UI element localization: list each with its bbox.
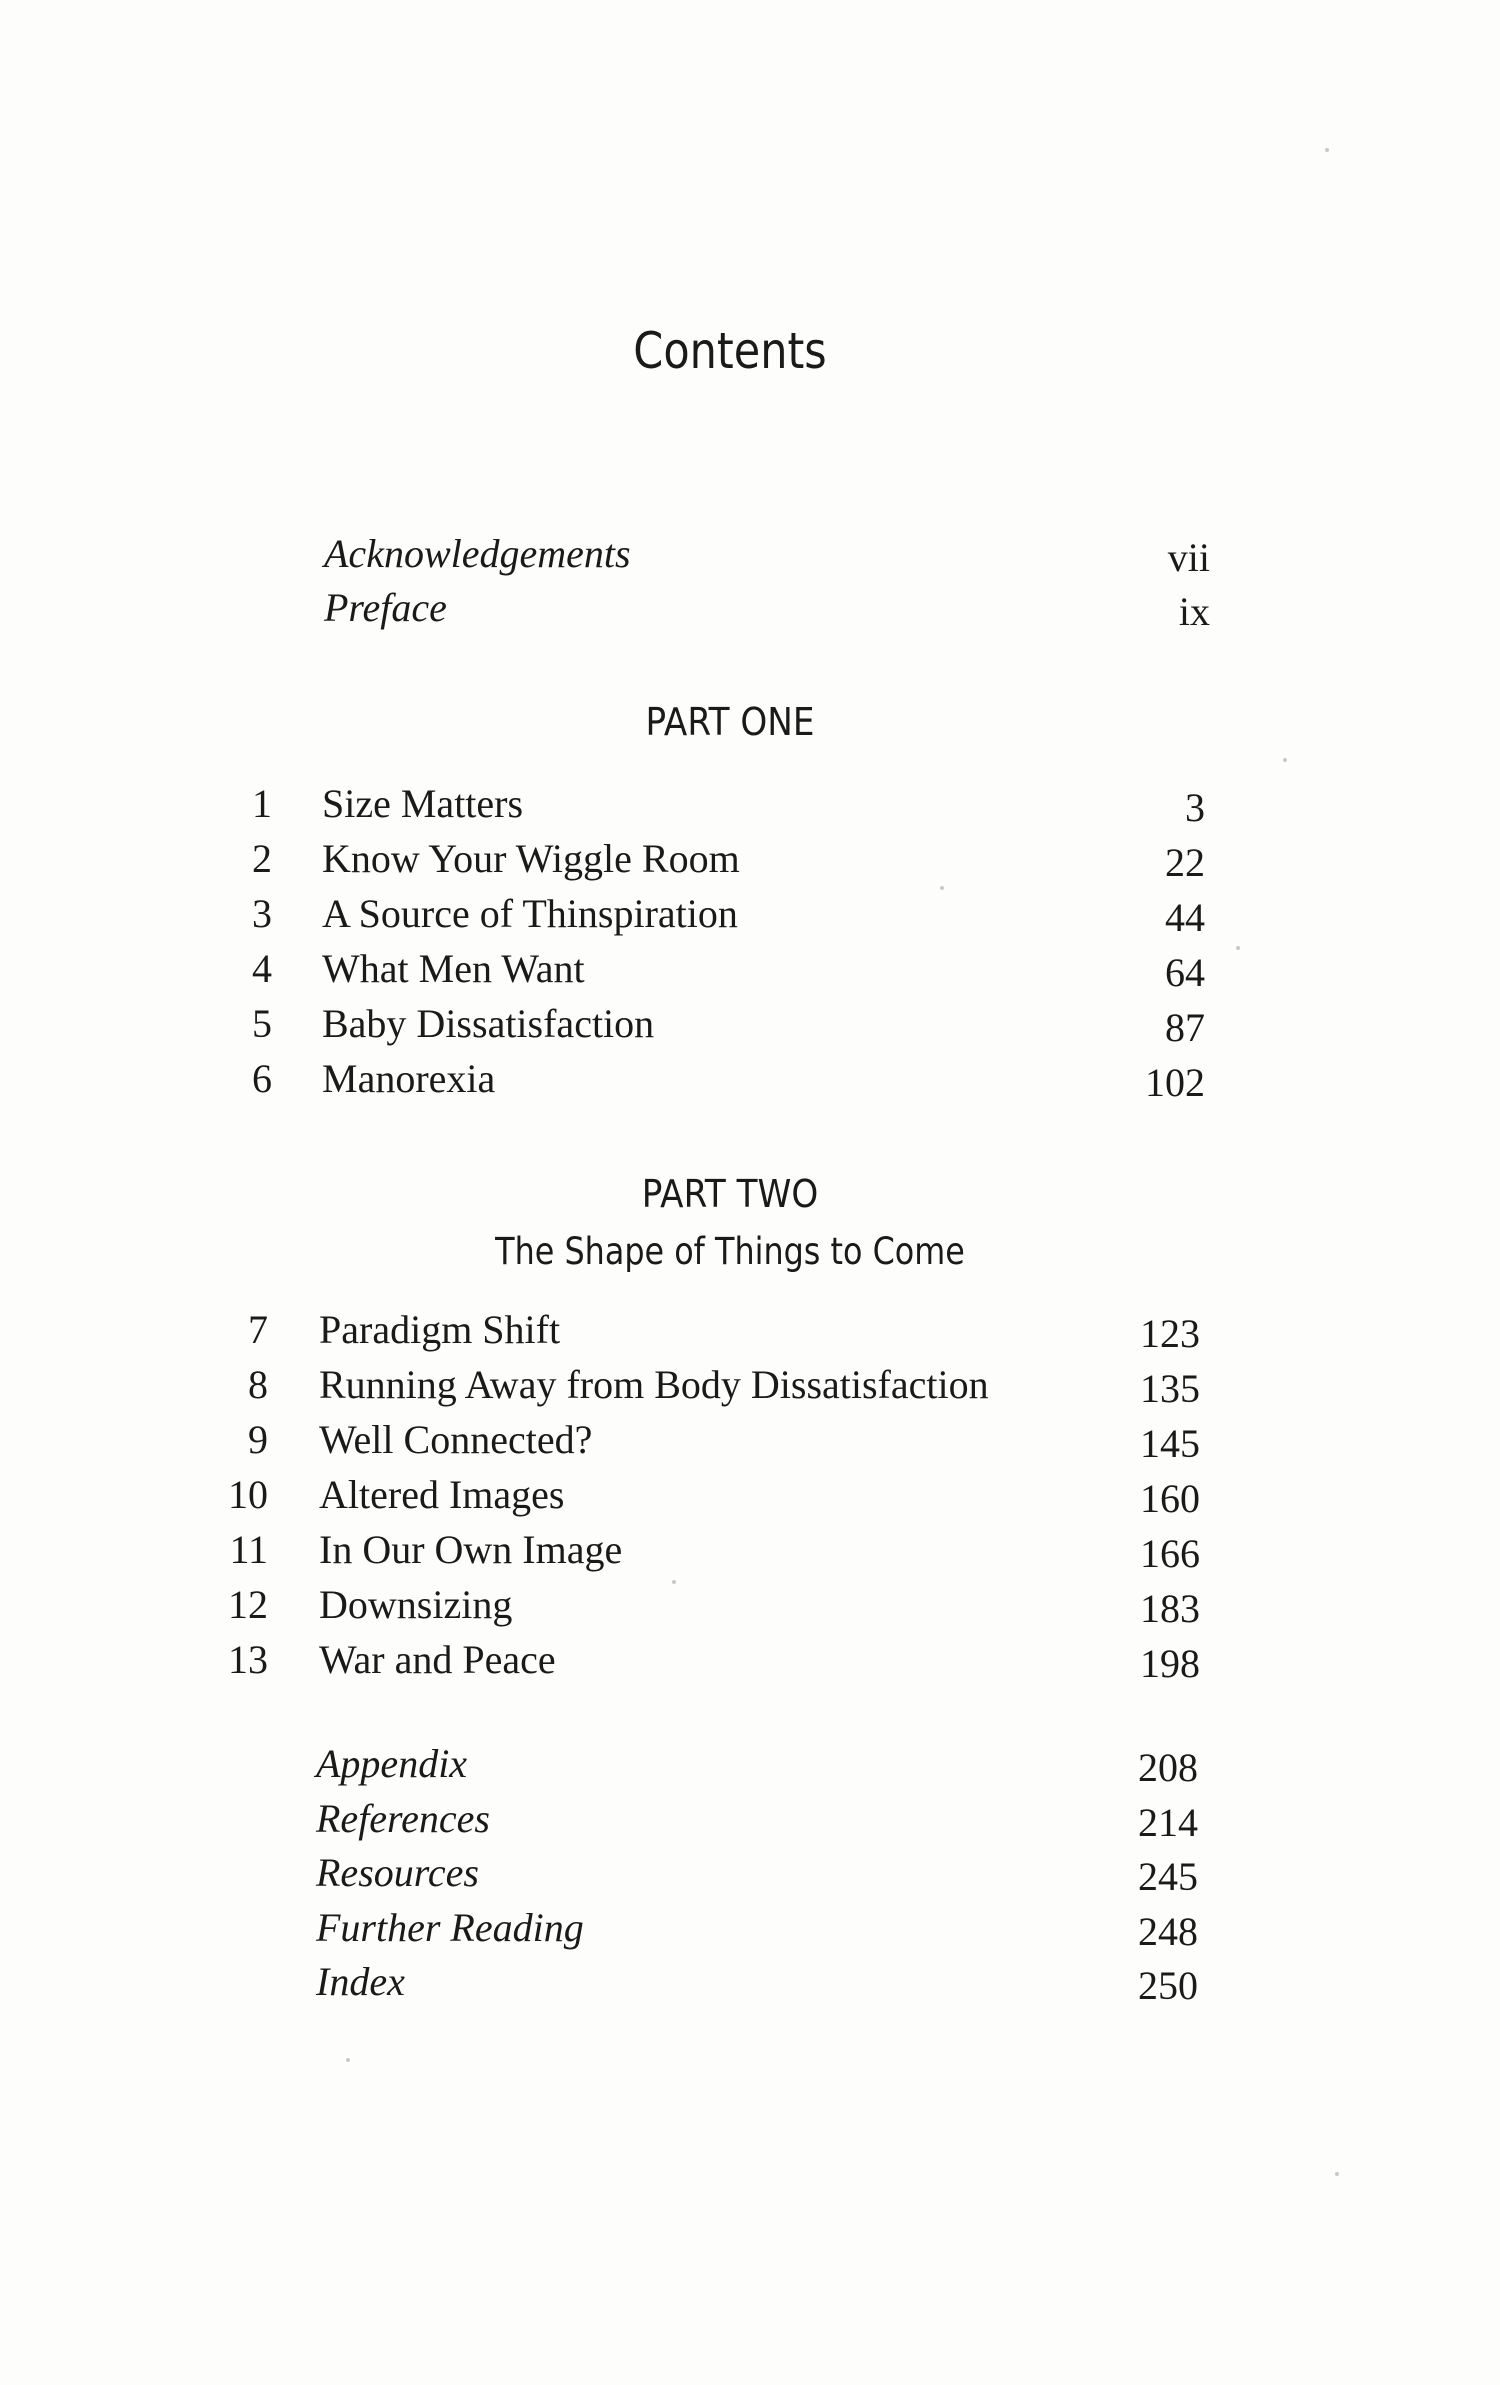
chapter-page: 87: [1165, 1005, 1205, 1050]
chapter-row: [0, 1581, 1500, 1636]
chapter-page: 135: [1140, 1366, 1200, 1411]
chapter-page: 64: [1165, 950, 1205, 995]
toc-entry-references: [0, 1795, 1500, 1850]
toc-entry-resources: [0, 1849, 1500, 1904]
scan-speck: [1283, 758, 1287, 762]
chapter-page: 123: [1140, 1311, 1200, 1356]
chapter-title: Paradigm Shift: [319, 1307, 561, 1352]
chapter-row: [0, 1416, 1500, 1471]
part-one-heading: PART ONE: [645, 700, 815, 744]
chapter-number: 9: [248, 1417, 268, 1462]
entry-page: 245: [1138, 1854, 1198, 1899]
chapter-title: A Source of Thinspiration: [322, 891, 738, 936]
chapter-number: 4: [252, 946, 272, 991]
chapter-title: Size Matters: [322, 781, 524, 826]
chapter-number: 7: [248, 1307, 268, 1352]
toc-entry-index: [0, 1958, 1500, 2013]
chapter-title: Downsizing: [319, 1582, 513, 1627]
chapter-title: What Men Want: [322, 946, 585, 991]
chapter-title: Well Connected?: [319, 1417, 593, 1462]
chapter-number: 5: [252, 1001, 272, 1046]
entry-title: Preface: [324, 585, 447, 630]
toc-entry-appendix: [0, 1740, 1500, 1795]
chapter-row: [0, 835, 1500, 890]
scan-speck: [1325, 148, 1329, 152]
chapter-number: 11: [229, 1527, 268, 1572]
scan-speck: [1335, 2172, 1339, 2176]
toc-entry-further-reading: [0, 1904, 1500, 1959]
scan-speck: [672, 1580, 676, 1584]
chapter-number: 10: [228, 1472, 268, 1517]
entry-title: References: [316, 1795, 490, 1841]
chapter-number: 13: [228, 1637, 268, 1682]
back-matter-list: [0, 1740, 1500, 2013]
chapter-title: Altered Images: [319, 1472, 565, 1517]
chapter-row: [0, 1636, 1500, 1691]
front-matter-list: [0, 530, 1500, 638]
entry-page: 248: [1138, 1908, 1198, 1954]
entry-title: Appendix: [316, 1741, 468, 1786]
chapter-title: In Our Own Image: [319, 1527, 623, 1572]
chapter-page: 3: [1185, 785, 1205, 830]
chapter-number: 8: [248, 1362, 268, 1407]
entry-page: 214: [1138, 1799, 1198, 1845]
chapter-title: Know Your Wiggle Room: [322, 836, 740, 881]
chapter-number: 1: [252, 781, 272, 826]
part-two-heading: PART TWO: [641, 1172, 819, 1216]
chapter-row: [0, 1526, 1500, 1581]
chapter-row: [0, 890, 1500, 945]
chapter-title: Running Away from Body Dissatisfaction: [319, 1362, 989, 1407]
chapter-number: 12: [228, 1582, 268, 1627]
chapter-title: War and Peace: [319, 1637, 556, 1682]
chapter-row: [0, 945, 1500, 1000]
toc-entry-acknowledgements: [0, 530, 1500, 584]
chapter-page: 166: [1140, 1531, 1200, 1576]
part-one-chapter-list: [0, 780, 1500, 1110]
chapter-title: Manorexia: [322, 1056, 496, 1101]
chapter-row: [0, 1361, 1500, 1416]
chapter-row: [0, 1000, 1500, 1055]
chapter-page: 160: [1140, 1476, 1200, 1521]
toc-entry-preface: [0, 584, 1500, 638]
chapter-row: [0, 1471, 1500, 1526]
scan-speck: [1236, 946, 1240, 950]
scan-speck: [346, 2058, 350, 2062]
chapter-page: 183: [1140, 1586, 1200, 1631]
chapter-page: 198: [1140, 1641, 1200, 1686]
entry-title: Resources: [316, 1850, 479, 1895]
entry-title: Acknowledgements: [324, 531, 631, 576]
chapter-page: 102: [1145, 1060, 1205, 1105]
entry-page: ix: [1178, 589, 1210, 634]
chapter-number: 3: [252, 891, 272, 936]
chapter-page: 145: [1140, 1421, 1200, 1466]
page-title: Contents: [633, 322, 827, 380]
chapter-row: [0, 1055, 1500, 1110]
entry-title: Further Reading: [316, 1904, 584, 1950]
chapter-row: [0, 780, 1500, 835]
chapter-row: [0, 1306, 1500, 1361]
chapter-title: Baby Dissatisfaction: [322, 1001, 655, 1046]
chapter-number: 6: [252, 1056, 272, 1101]
chapter-number: 2: [252, 836, 272, 881]
entry-page: 250: [1138, 1963, 1198, 2008]
entry-page: vii: [1167, 535, 1210, 580]
chapter-page: 22: [1165, 840, 1205, 885]
entry-page: 208: [1138, 1745, 1198, 1790]
scan-speck: [940, 886, 944, 890]
part-two-chapter-list: [0, 1306, 1500, 1691]
chapter-page: 44: [1165, 895, 1205, 940]
part-two-subtitle: The Shape of Things to Come: [495, 1230, 965, 1273]
entry-title: Index: [316, 1959, 405, 2004]
